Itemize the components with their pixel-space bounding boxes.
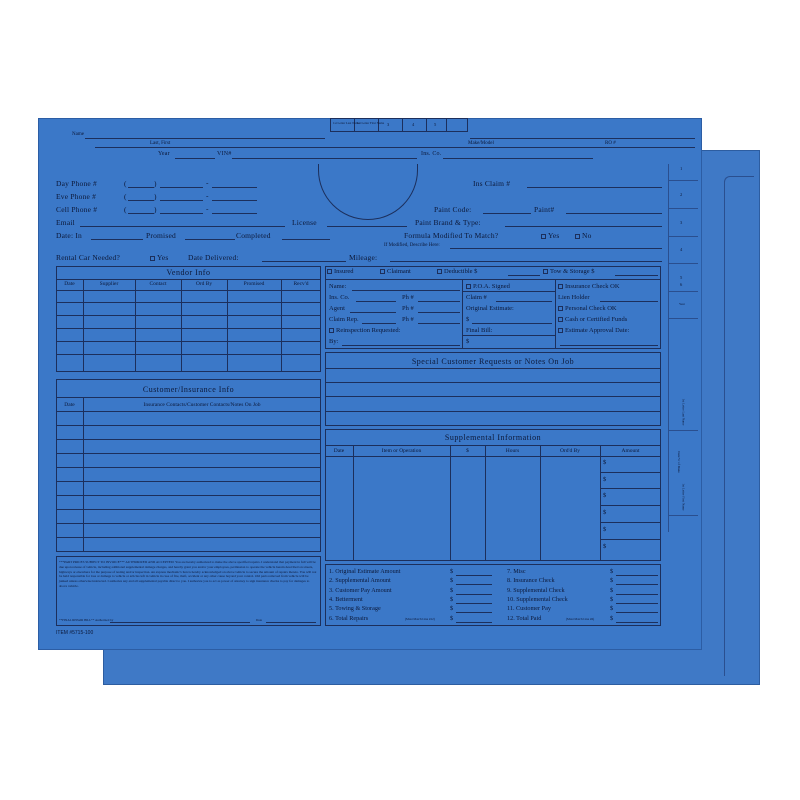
day-phone-label: Day Phone # [56, 179, 97, 188]
formula-modified-label: Formula Modified To Match? [404, 231, 499, 240]
tab-label-first-name: 1st Letter First Name [357, 121, 385, 125]
side-tab: 2 [680, 192, 683, 197]
total-entry-line[interactable] [616, 594, 658, 595]
vendor-col-supplier: Supplier [99, 281, 119, 287]
total-line-left-6: 6. Total Repairs [329, 614, 369, 622]
supp-col-date: Date [333, 448, 345, 454]
email-label: Email [56, 218, 75, 227]
total-line-left-4: 4. Betterment [329, 595, 363, 603]
rental-car-label: Rental Car Needed? [56, 253, 120, 262]
vendor-col-recvd: Recv'd [293, 281, 309, 287]
reinspection-checkbox[interactable]: Reinspection Requested: [329, 327, 400, 334]
ro-label: RO # [605, 141, 616, 146]
amount-dollar-sign: $ [603, 476, 607, 483]
total-dollar-sign: $ [610, 595, 614, 603]
supp-col-hours: Hours [505, 448, 520, 454]
make-model-label: Make/Model [468, 141, 494, 146]
tab-number: 3 [387, 122, 390, 127]
original-estimate-dollar: $ [466, 316, 470, 323]
back-folder-pocket [724, 176, 754, 676]
total-line-right-4: 10. Supplemental Check [507, 595, 568, 603]
total-paid-note: (Must Match Line #6) [566, 617, 595, 621]
personal-check-ok-checkbox[interactable]: Personal Check OK [558, 305, 617, 312]
customer-col-notes: Insurance Contacts/Customer Contacts/Notes On Job [143, 402, 261, 408]
customer-insurance-title: Customer/Insurance Info [142, 385, 235, 394]
ins-co-header-label: Ins. Co. [421, 151, 442, 157]
estimate-approval-checkbox[interactable]: Estimate Approval Date: [558, 327, 629, 334]
side-tab: 3 [680, 220, 683, 225]
date-delivered-label: Date Delivered: [188, 253, 239, 262]
paint-brand-label: Paint Brand & Type: [415, 218, 481, 227]
total-entry-line[interactable] [456, 584, 492, 585]
if-modified-label: If Modified, Describe Here: [384, 243, 440, 248]
cash-certified-checkbox[interactable]: Cash or Certified Funds [558, 316, 627, 323]
total-line-right-1: 7. Misc [507, 568, 526, 575]
rental-yes-checkbox[interactable]: Yes [150, 253, 169, 262]
insured-checkbox[interactable]: Insured [327, 268, 354, 275]
total-entry-line[interactable] [616, 575, 658, 576]
total-dollar-sign: $ [450, 586, 454, 594]
total-dollar-sign: $ [610, 586, 614, 594]
total-dollar-sign: $ [450, 595, 454, 603]
supplemental-info-title: Supplemental Information [444, 433, 542, 442]
total-line-right-3: 9. Supplemental Check [507, 586, 565, 594]
final-repair-bill-label: **FINAL REPAIR BILL** Authorized by [59, 618, 114, 622]
last-first-label: Last, First [150, 141, 171, 146]
supp-col-ordby: Ord'd By [559, 448, 581, 454]
side-tab-last-name: 1st Letter Last Name [681, 398, 686, 426]
vin-label: VIN# [217, 151, 232, 157]
amount-dollar-sign: $ [603, 543, 607, 550]
ins-name-label: Name: [329, 283, 347, 290]
eve-phone-label: Eve Phone # [56, 192, 97, 201]
final-bill-label: Final Bill: [466, 327, 493, 334]
year-label: Year [158, 151, 170, 157]
final-bill-dollar: $ [466, 338, 470, 345]
agent-phone-label: Ph # [402, 305, 414, 312]
claim-number-label: Claim # [466, 294, 487, 301]
total-line-left-5: 5. Towing & Storage [329, 605, 381, 613]
ins-claim-label: Ins Claim # [473, 179, 511, 188]
date-in-label: Date: In [56, 231, 82, 240]
disclaimer-text: ***PART PRICES SUBJECT TO INVOICE*** AUTHORIZED AND ACCEPTED: You are hereby authorized to make the above specified repairs. I understand that payment in full will be due upon release of vehicle, including additional supplemental damage charges, and hereby grant you and/or your employees, permission to operate the vehicle herein described on streets, highways or elsewhere for the purpose of testing and/or inspection. An express mechanic's lien is hereby acknowledged on above vehicle to secure the amount of repairs thereto. You will not be held responsible for loss or damage to vehicle or articles left in vehicle in case of fire, theft, accident or any other cause beyond your control. Old parts removed from vehicle will be junked unless otherwise instructed. I authorize any and all supplemental payable direct to you. I authorize you to act as power of attorney to sign insurance checks to pay for damages to above vehicle. [59, 560, 317, 588]
total-entry-line[interactable] [456, 612, 492, 613]
supp-col-item: Item or Operation [381, 448, 422, 454]
customer-col-date: Date [64, 402, 75, 408]
vendor-col-date: Date [64, 281, 75, 287]
vendor-info-title: Vendor Info [166, 268, 211, 277]
side-tab-year: Year [679, 302, 685, 306]
agent-label: Agent [329, 305, 345, 312]
tab-number: 5 [434, 122, 437, 127]
side-tab: 5 [680, 275, 683, 280]
insurance-check-ok-checkbox[interactable]: Insurance Check OK [558, 283, 620, 290]
side-tab: 6 [680, 282, 683, 287]
total-line-right-6: 12. Total Paid [507, 614, 542, 622]
supp-col-amount: Amount [621, 448, 640, 454]
disclaimer-date-label: Date [256, 618, 263, 622]
paint-code-label: Paint Code: [434, 205, 472, 214]
ins-co-label: Ins. Co. [329, 294, 350, 301]
total-line-left-3: 3. Customer Pay Amount [329, 586, 392, 594]
tow-storage-checkbox[interactable]: Tow & Storage $ [543, 268, 595, 275]
amount-dollar-sign: $ [603, 492, 607, 499]
total-repairs-note: (Must Match Line #12) [405, 617, 435, 621]
name-label: Name [72, 132, 84, 137]
total-dollar-sign: $ [610, 614, 614, 622]
cell-phone-label: Cell Phone # [56, 205, 98, 214]
total-entry-line[interactable] [456, 594, 492, 595]
supp-col-dollar: $ [466, 448, 469, 454]
amount-dollar-sign: $ [603, 459, 607, 466]
total-entry-line[interactable] [616, 603, 658, 604]
special-requests-title: Special Customer Requests or Notes On Job [411, 357, 575, 366]
side-tab: 1 [680, 166, 683, 171]
total-entry-line[interactable] [616, 622, 658, 623]
amount-dollar-sign: $ [603, 509, 607, 516]
vendor-col-ord-by: Ord By [195, 281, 213, 287]
ins-co-phone-label: Ph # [402, 294, 414, 301]
formula-yes-checkbox[interactable]: Yes [541, 231, 560, 240]
total-line-left-1: 1. Original Estimate Amount [329, 568, 401, 575]
completed-label: Completed [236, 231, 271, 240]
vendor-col-contact: Contact [149, 281, 167, 287]
claim-rep-phone-label: Ph # [402, 316, 414, 323]
formula-no-checkbox[interactable]: No [575, 231, 592, 240]
total-entry-line[interactable] [616, 584, 658, 585]
item-code: ITEM #5715-100 [56, 630, 94, 636]
side-tab-date: Date/Yr of Make [676, 451, 681, 473]
total-entry-line[interactable] [456, 622, 492, 623]
by-label: By: [329, 338, 339, 345]
claim-rep-label: Claim Rep. [329, 316, 359, 323]
tab-number: 4 [412, 122, 415, 127]
license-label: License [292, 218, 317, 227]
vendor-col-promised: Promised [243, 281, 265, 287]
side-tab: 4 [680, 247, 683, 252]
total-dollar-sign: $ [450, 577, 454, 585]
side-tab-first-name: 1st Letter First Name [681, 483, 686, 511]
original-estimate-label: Original Estimate: [466, 305, 514, 312]
poa-signed-checkbox[interactable]: P.O.A. Signed [466, 283, 510, 290]
mileage-label: Mileage: [349, 253, 378, 262]
paint-number-label: Paint# [534, 205, 555, 214]
total-entry-line[interactable] [616, 612, 658, 613]
total-entry-line[interactable] [456, 603, 492, 604]
deductible-checkbox[interactable]: Deductible $ [437, 268, 477, 275]
total-dollar-sign: $ [610, 577, 614, 585]
tab-label-last-name: 1st Letter Last Name [333, 121, 360, 125]
lien-holder-label: Lien Holder [558, 294, 590, 301]
total-line-right-2: 8. Insurance Check [507, 577, 555, 585]
claimant-checkbox[interactable]: Claimant [380, 268, 411, 275]
amount-dollar-sign: $ [603, 526, 607, 533]
total-dollar-sign: $ [610, 605, 614, 613]
promised-label: Promised [146, 231, 176, 240]
total-dollar-sign: $ [450, 568, 454, 575]
total-dollar-sign: $ [450, 614, 454, 622]
total-dollar-sign: $ [450, 605, 454, 613]
total-line-left-2: 2. Supplemental Amount [329, 577, 391, 585]
total-dollar-sign: $ [610, 568, 614, 575]
total-line-right-5: 11. Customer Pay [507, 605, 551, 613]
total-entry-line[interactable] [456, 575, 492, 576]
